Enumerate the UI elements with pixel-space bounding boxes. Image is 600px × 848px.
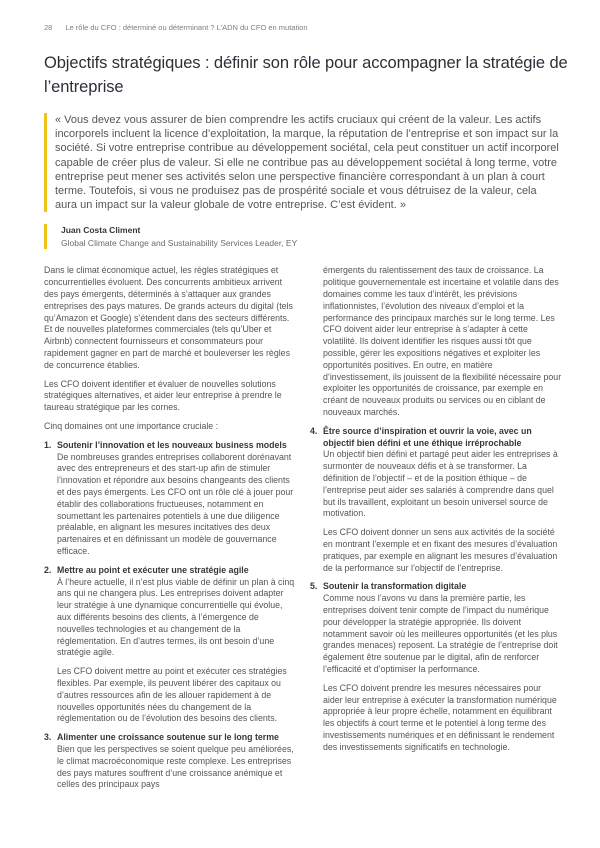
list-item-4-number: 4. <box>310 425 318 436</box>
list-item-2-heading: Mettre au point et exécuter une stratégie agile <box>57 564 249 575</box>
list-item-3 <box>44 732 296 791</box>
list-item-1 <box>44 440 296 558</box>
list-item-3-body <box>57 732 296 791</box>
body-columns <box>44 265 566 798</box>
list-item-1-body <box>57 440 296 558</box>
list-item-5-heading: Soutenir la transformation digitale <box>323 581 467 592</box>
pull-quote <box>44 113 560 212</box>
page-title: Objectifs stratégiques : définir son rôle pour accompagner la stratégie de l’entreprise <box>44 54 568 96</box>
list-item-4-heading: Être source d’inspiration et ouvrir la voie, avec un objectif bien défini et une éthique irréprochable <box>323 425 532 448</box>
paragraph-five-domains-lead: Cinq domaines ont une importance cruciale : <box>44 420 219 431</box>
paragraph-cfo-role: Les CFO doivent identifier et évaluer de nouvelles solutions stratégiques alternatives, et aider leur entreprise à prendre le taureau stratégique par les cornes. <box>44 378 282 413</box>
list-item-1-number: 1. <box>44 439 52 450</box>
list-item-4 <box>310 426 562 520</box>
pull-quote-text: « Vous devez vous assurer de bien comprendre les actifs cruciaux qui créent de la valeur. Les actifs incorporels incluent la licence d’exploitation, la marque, la réputation de l’entreprise et son impact sur la société. Si votre entreprise contribue au développement sociétal, cela peut constituer un actif incorporel capable de créer plus de valeur. Si elle ne contribue pas au développement sociétal à long terme, votre entreprise peut mener ses activités selon une perspective financière correspondant à un plan à court terme. Toutefois, si vous ne produisez pas de prospérité sociale et vous détruisez de la valeur, cela aura un impact sur la valeur globale de votre entreprise. C’est évident. » <box>55 114 559 212</box>
list-item-3-continued: émergents du ralentissement des taux de croissance. La politique gouvernementale est incertaine et volatile dans des domaines comme les taux d’intérêt, les prévisions inflationnistes, l’évolution des niveaux d’emploi et la performance des principaux marchés sur le long terme. Les CFO doivent aider leur entreprise à s’adapter à cette volatilité. Ils doivent identifier les risques aussi tôt que possible, gérer les expositions négatives et exploiter les opportunités positives. En outre, en matière d’investissement, ils jouissent de la flexibilité nécessaire pour exploiter les opportunités de croissance, par exemple en créant de nouveaux produits ou services ou en ciblant de nouveaux marchés. <box>323 265 562 417</box>
list-item-1-heading: Soutenir l’innovation et les nouveaux business models <box>57 439 287 450</box>
list-item-2-body <box>57 565 296 659</box>
page-number: 28 <box>44 23 53 32</box>
quote-attribution <box>44 224 566 249</box>
column-right <box>310 265 562 798</box>
list-item-4-text: Un objectif bien défini et partagé peut aider les entreprises à surmonter de nouveaux défis et à se transformer. La définition de l’objectif – et de la position éthique – de l’entreprise peut aider ses salariés à comprendre dans quel but ils travaillent, exploitant un besoin universel source de motivation. <box>323 449 558 519</box>
list-item-2-text: À l’heure actuelle, il n’est plus viable de définir un plan à cinq ans qui ne changera plus. Les entreprises doivent adapter leur stratégie à une dynamique concurrentielle qui évolue, aux différents besoins des clients, à l’émergence de nouvelles technologies et au changement de la réglementation. En d’autres termes, ils ont besoin d’une stratégie agile. <box>57 576 295 658</box>
list-item-3-number: 3. <box>44 732 52 743</box>
list-item-4-followup: Les CFO doivent donner un sens aux activités de la société en montrant l’exemple et en fixant des mesures d’évaluation pratiques, par exemple en alignant les mesures d’évaluation de la performance sur l’objectif de l’entreprise. <box>323 527 558 573</box>
list-item-4-body <box>323 426 562 520</box>
list-item-2-followup: Les CFO doivent mettre au point et exécuter ces stratégies flexibles. Par exemple, ils peuvent libérer des capitaux ou d’autres ressources afin de les allouer rapidement à de nouvelles opportunités nées du changement de la réglementation ou de l’évolution des besoins des clients. <box>57 666 287 724</box>
list-item-1-text: De nombreuses grandes entreprises collaborent dorénavant avec des entrepreneurs et des start-up afin de stimuler l’innovation et répondre aux besoins changeants des clients et des pays émergents. Les CFO ont un rôle clé à jouer pour établir des collaborations fructueuses, notamment en soumettant les partenaires potentiels à une due diligence préalable, en alignant les mesures incitatives des deux partenaires et en définissant un modèle de gouvernance efficace. <box>57 451 294 556</box>
quote-author-role: Global Climate Change and Sustainability Services Leader, EY <box>61 237 298 248</box>
running-header <box>44 23 566 33</box>
quote-author-name: Juan Costa Climent <box>61 225 141 236</box>
column-left <box>44 265 296 798</box>
list-item-2-number: 2. <box>44 564 52 575</box>
list-item-2 <box>44 565 296 659</box>
list-item-5 <box>310 581 562 675</box>
list-item-5-number: 5. <box>310 581 318 592</box>
list-item-3-text: Bien que les perspectives se soient quelque peu améliorées, le climat macroéconomique reste complexe. Les entreprises des pays matures souffrent d’une croissance anémique et celles des principaux pays <box>57 743 294 790</box>
list-item-5-text: Comme nous l’avons vu dans la première partie, les entreprises doivent tenir compte de l’impact du numérique pour développer la stratégie appropriée. Ils doivent notamment savoir où les meilleures opportunités (et les plus grandes menaces) reposent. La stratégie de l’entreprise doit également être soutenue par le digital, afin de renforcer l’efficacité et d’optimiser la performance. <box>323 593 558 674</box>
list-item-3-heading: Alimenter une croissance soutenue sur le long terme <box>57 732 279 743</box>
running-title: Le rôle du CFO : déterminé ou déterminant ? L’ADN du CFO en mutation <box>65 23 308 32</box>
paragraph-intro: Dans le climat économique actuel, les règles stratégiques et concurrentielles évoluent. Des concurrents ambitieux arrivent des pays émergents, déterminés à s’attaquer aux grandes entreprises des pays matures. De grands acteurs du digital (tels qu’Amazon et Google) s’étendent dans des secteurs différents. Et de nouvelles plateformes commerciales (tels qu’Uber et Airbnb) connectent fournisseurs et consommateurs pour rapidement gagner en part de marché et bouleverser les règles de concurrence établies. <box>44 265 293 370</box>
list-item-5-body <box>323 581 562 675</box>
list-item-5-followup: Les CFO doivent prendre les mesures nécessaires pour aider leur entreprise à exécuter la transformation numérique appropriée à leur propre échelle, notamment en équilibrant les objectifs à court terme et le potentiel à long terme des investissements numériques et en définissant le rendement des investissements significatifs en technologie. <box>323 682 557 752</box>
